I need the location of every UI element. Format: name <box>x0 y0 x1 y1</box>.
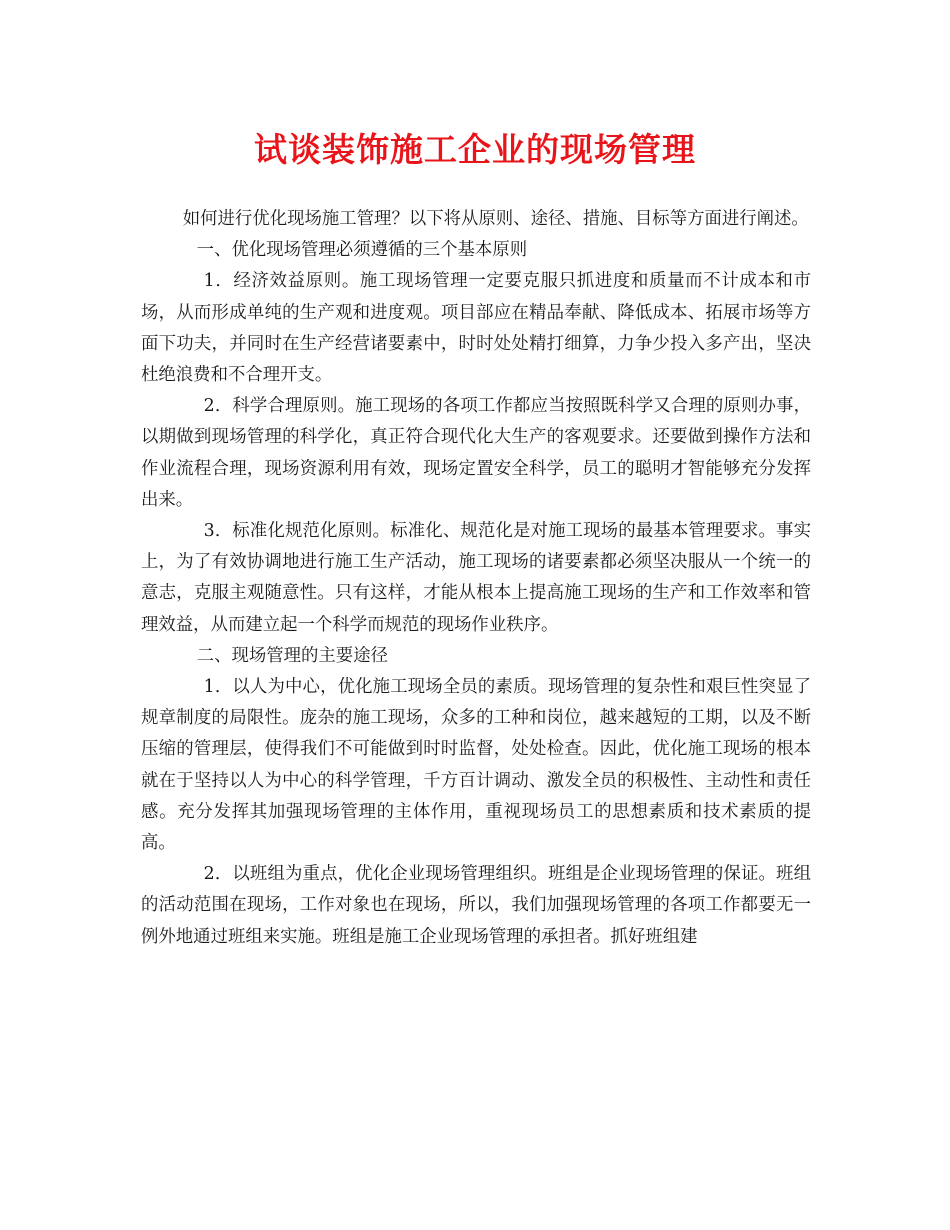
paragraph-approach-team: 2．以班组为重点，优化企业现场管理组织。班组是企业现场管理的保证。班组的活动范围在现场，工作对象也在现场，所以，我们加强现场管理的各项工作都要无一例外地通过班组来实施。班组是施工企业现场管理的承担者。抓好班组建 <box>141 864 811 947</box>
paragraph-principle-economic: 1．经济效益原则。施工现场管理一定要克服只抓进度和质量而不计成本和市场，从而形成单纯的生产观和进度观。项目部应在精品奉献、降低成本、拓展市场等方面下功夫，并同时在生产经营诸要素中，时时处处精打细算，力争少投入多产出，坚决杜绝浪费和不合理开支。 <box>141 271 811 386</box>
section-heading-approaches: 二、现场管理的主要途径 <box>196 645 388 666</box>
paragraph-principle-scientific: 2．科学合理原则。施工现场的各项工作都应当按照既科学又合理的原则办事，以期做到现场管理的科学化，真正符合现代化大生产的客观要求。还要做到操作方法和作业流程合理，现场资源利用有效，现场定置安全科学，员工的聪明才智能够充分发挥出来。 <box>141 396 811 510</box>
paragraph-approach-people: 1．以人为中心，优化施工现场全员的素质。现场管理的复杂性和艰巨性突显了规章制度的局限性。庞杂的施工现场，众多的工种和岗位，越来越短的工期，以及不断压缩的管理层，使得我们不可能做到时时监督，处处检查。因此，优化施工现场的根本就在于坚持以人为中心的科学管理，千方百计调动、激发全员的积极性、主动性和责任感。充分发挥其加强现场管理的主体作用，重视现场员工的思想素质和技术素质的提高。 <box>141 677 811 854</box>
section-heading-principles: 一、优化现场管理必须遵循的三个基本原则 <box>196 240 528 261</box>
paragraph-intro: 如何进行优化现场施工管理？以下将从原则、途径、措施、目标等方面进行阐述。 <box>182 209 809 229</box>
paragraph-principle-standardization: 3．标准化规范化原则。标准化、规范化是对施工现场的最基本管理要求。事实上，为了有效协调地进行施工生产活动，施工现场的诸要素都必须坚决服从一个统一的意志，克服主观随意性。只有这样，才能从根本上提高施工现场的生产和工作效率和管理效益，从而建立起一个科学而规范的现场作业秩序。 <box>141 521 811 635</box>
document-body <box>141 204 811 953</box>
document-title: 试谈装饰施工企业的现场管理 <box>254 130 696 169</box>
